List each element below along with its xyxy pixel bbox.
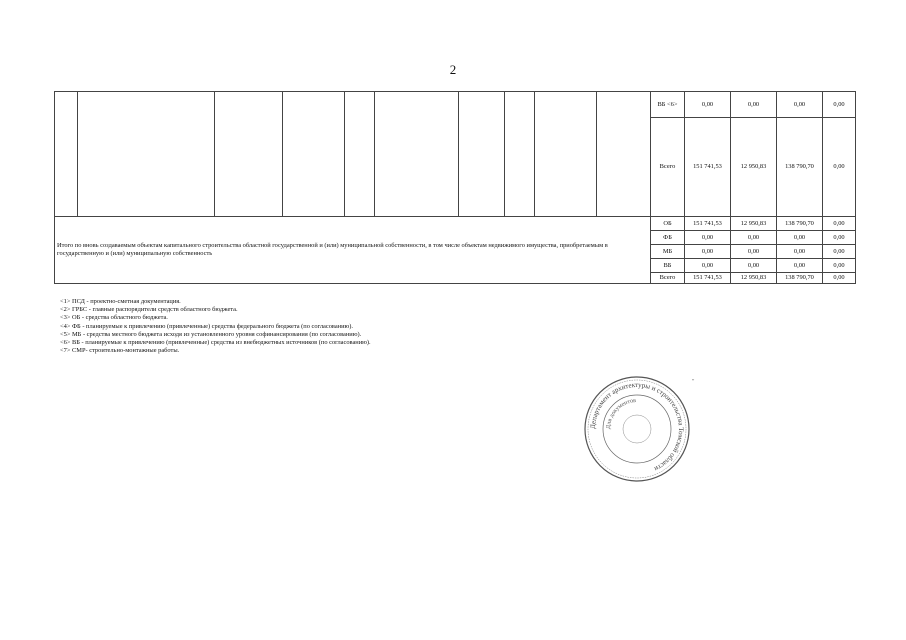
footnotes [60, 298, 371, 355]
footnote: <6> ВБ - планируемые к привлечению (привлеченные) средства из внебюджетных источников (по согласованию). [60, 339, 371, 347]
footnote: <2> ГРБС - главные распорядители средств областного бюджета. [60, 306, 238, 314]
value-cell: 0,00 [823, 217, 856, 231]
value-cell: 0,00 [823, 273, 856, 284]
value-cell: 12 950,83 [731, 217, 777, 231]
table-row [55, 92, 856, 118]
tick-mark: " [692, 379, 695, 385]
funding-source-cell: ВБ <6> [651, 92, 685, 118]
blank-cell [215, 92, 283, 217]
blank-cell [78, 92, 215, 217]
stamp-outer-ring [585, 377, 689, 481]
blank-cell [375, 92, 459, 217]
summary-label: Итого по вновь создаваемым объектам капитального строительства областной государственной и (или) муниципальной собственности, в том числе объектам недвижимого имущества, приобретаемым в государственную и (или) муниципальную собственность [55, 217, 651, 284]
value-cell: 151 741,53 [685, 217, 731, 231]
blank-cell [283, 92, 345, 217]
value-cell: 0,00 [685, 92, 731, 118]
value-cell: 0,00 [823, 245, 856, 259]
funding-source-cell: Всего [651, 273, 685, 284]
blank-cell [345, 92, 375, 217]
table-row [55, 217, 856, 231]
footnote: <5> МБ - средства местного бюджета исходя из установленного уровня софинансирования (по согласованию). [60, 330, 362, 338]
value-cell: 0,00 [823, 92, 856, 118]
footnote: <7> СМР- строительно-монтажные работы. [60, 347, 180, 355]
value-cell: 138 790,70 [777, 273, 823, 284]
page-number: 2 [449, 62, 457, 77]
stamp-inner-ring [603, 395, 671, 463]
value-cell: 0,00 [685, 231, 731, 245]
blank-cell [505, 92, 535, 217]
footnote: <1> ПСД - проектно-сметная документация. [60, 298, 181, 305]
value-cell: 0,00 [777, 92, 823, 118]
value-cell: 0,00 [685, 259, 731, 273]
value-cell: 0,00 [731, 259, 777, 273]
blank-cell [55, 92, 78, 217]
value-cell: 138 790,70 [777, 118, 823, 217]
value-cell: 0,00 [823, 231, 856, 245]
budget-table [54, 91, 856, 284]
value-cell: 0,00 [731, 245, 777, 259]
value-cell: 0,00 [685, 245, 731, 259]
value-cell: 151 741,53 [685, 273, 731, 284]
official-stamp [582, 374, 695, 484]
value-cell: 0,00 [823, 259, 856, 273]
value-cell: 0,00 [823, 118, 856, 217]
funding-source-cell: ВБ [651, 259, 685, 273]
value-cell: 0,00 [777, 231, 823, 245]
value-cell: 0,00 [777, 259, 823, 273]
value-cell: 12 950,83 [731, 118, 777, 217]
value-cell: 0,00 [777, 245, 823, 259]
funding-source-cell: ОБ [651, 217, 685, 231]
blank-cell [459, 92, 505, 217]
stamp-outer-text: Департамент архитектуры и строительства Томской области [588, 380, 686, 473]
funding-source-cell: ФБ [651, 231, 685, 245]
funding-source-cell: МБ [651, 245, 685, 259]
blank-cell [535, 92, 597, 217]
funding-source-cell: Всего [651, 118, 685, 217]
stamp-inner-text: Для документов [605, 397, 637, 430]
value-cell: 138 790,70 [777, 217, 823, 231]
value-cell: 12 950,83 [731, 273, 777, 284]
blank-cell [597, 92, 651, 217]
value-cell: 151 741,53 [685, 118, 731, 217]
value-cell: 0,00 [731, 231, 777, 245]
footnote: <3> ОБ - средства областного бюджета. [60, 314, 168, 322]
value-cell: 0,00 [731, 92, 777, 118]
footnote: <4> ФБ - планируемые к привлечению (привлеченные) средства федерального бюджета (по согласованию). [60, 322, 354, 330]
stamp-center-ring [623, 415, 651, 443]
